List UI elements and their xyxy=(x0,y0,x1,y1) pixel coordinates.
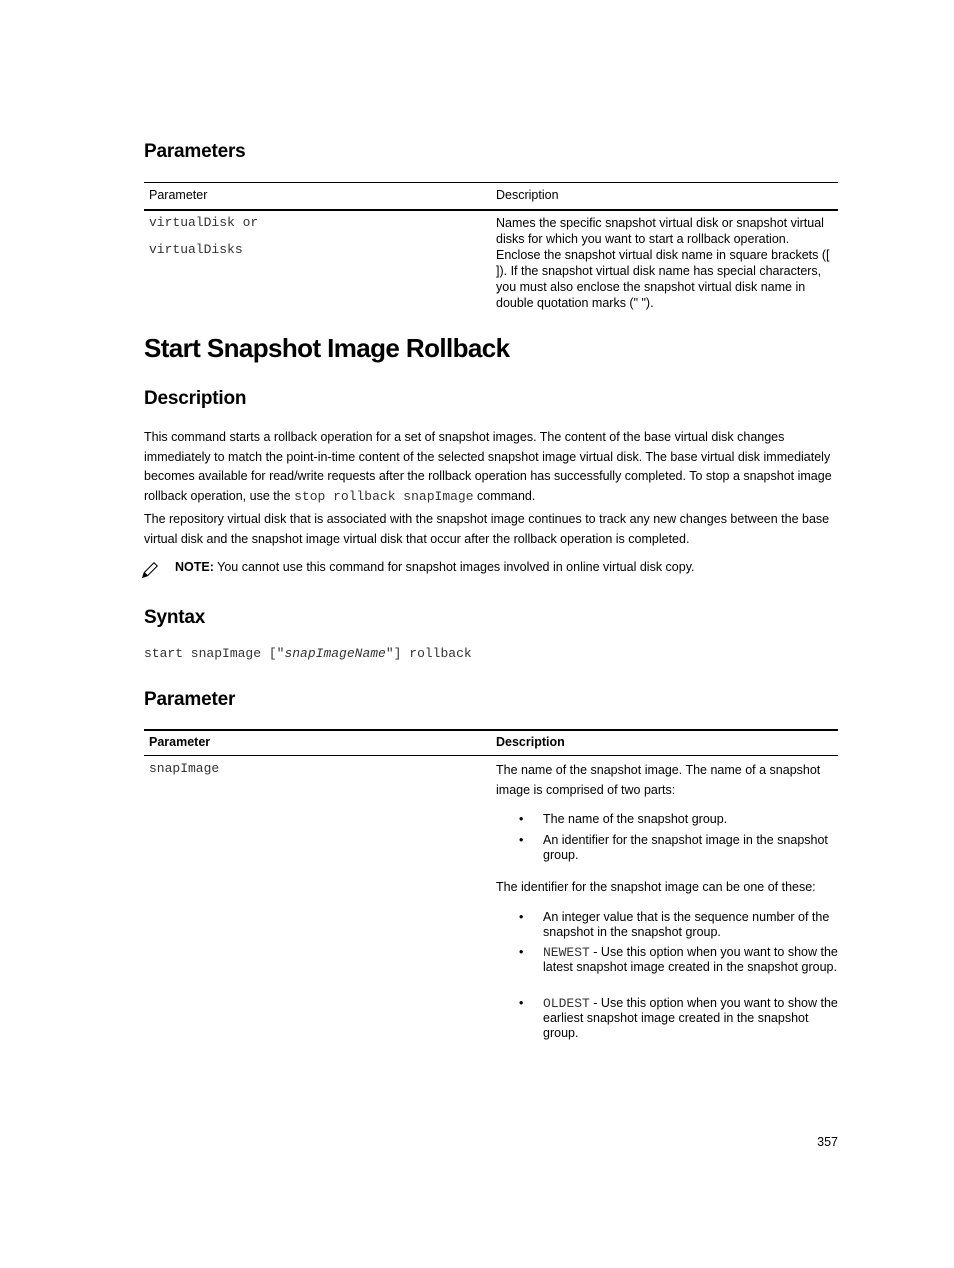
page-number: 357 xyxy=(817,1135,838,1149)
table2-top-rule xyxy=(144,729,838,731)
page-title: Start Snapshot Image Rollback xyxy=(144,333,510,363)
syntax-code xyxy=(144,646,472,661)
bullet-4: • xyxy=(519,945,524,959)
param-virtualdisk-description: Names the specific snapshot virtual disk or snapshot virtual disks for which you want to start a rollback operation. Enclose the snapshot virtual disk name in square brackets ([ ]). If the snapshot virtual disk name has special characters, you must also enclose the snapshot virtual disk name in double quotation marks (" "). xyxy=(496,216,830,310)
option-oldest xyxy=(543,996,838,1041)
newest-code: NEWEST xyxy=(543,945,590,960)
note-text xyxy=(175,558,695,578)
table2-header-description: Description xyxy=(496,735,565,749)
stop-rollback-code: stop rollback snapImage xyxy=(294,488,474,504)
option-integer: An integer value that is the sequence number of the snapshot in the snapshot group. xyxy=(543,910,830,939)
snapimage-intro: The name of the snapshot image. The name of a snapshot image is comprised of two parts: xyxy=(496,763,821,797)
table-header-rule xyxy=(144,209,838,211)
oldest-code: OLDEST xyxy=(543,996,590,1011)
identifier-intro: The identifier for the snapshot image can be one of these: xyxy=(496,880,816,894)
newest-text: - Use this option when you want to show the latest snapshot image created in the snapshot group. xyxy=(543,945,838,974)
table-header-parameter: Parameter xyxy=(149,188,208,202)
part-identifier: An identifier for the snapshot image in the snapshot group. xyxy=(543,833,828,862)
bullet-5: • xyxy=(519,996,524,1010)
parameter-heading: Parameter xyxy=(144,689,236,710)
syntax-post: "] rollback xyxy=(385,646,472,661)
param-snapimage: snapImage xyxy=(149,761,220,776)
description-text: This command starts a rollback operation for a set of snapshot images. The content of the base virtual disk changes immediately to match the point-in-time content of the selected snapshot image virtual disk. The base virtual disk immediately becomes available for read/write requests after the rollback operation has successfully completed. To stop a snapshot image rollback operation, use the xyxy=(144,430,832,503)
note-pencil-icon xyxy=(140,560,160,580)
oldest-text: - Use this option when you want to show the earliest snapshot image created in the snapshot group. xyxy=(543,996,838,1040)
option-newest xyxy=(543,945,838,975)
bullet-1: • xyxy=(519,812,524,826)
table2-header-parameter: Parameter xyxy=(149,735,211,749)
table2-header-rule xyxy=(144,755,838,756)
description-heading: Description xyxy=(144,388,247,409)
description-paragraph-2: The repository virtual disk that is associated with the snapshot image continues to track any new changes between the base virtual disk and the snapshot image virtual disk that occur after the rollback operation is completed. xyxy=(144,512,830,546)
note-body: You cannot use this command for snapshot images involved in online virtual disk copy. xyxy=(213,560,695,574)
bullet-3: • xyxy=(519,910,524,924)
syntax-heading: Syntax xyxy=(144,607,206,628)
table-top-rule xyxy=(144,182,838,183)
syntax-arg: snapImageName xyxy=(284,646,386,661)
bullet-2: • xyxy=(519,833,524,847)
param-virtualdisk-or: virtualDisk or xyxy=(149,215,259,230)
part-snapshot-group: The name of the snapshot group. xyxy=(543,812,728,826)
parameters-heading: Parameters xyxy=(144,141,246,162)
param-virtualdisks: virtualDisks xyxy=(149,242,243,257)
note-label: NOTE: xyxy=(175,560,214,574)
syntax-pre: start snapImage [" xyxy=(144,646,285,661)
table-header-description: Description xyxy=(496,188,559,202)
description-paragraph-1 xyxy=(144,428,840,506)
description-tail: command. xyxy=(473,488,536,503)
